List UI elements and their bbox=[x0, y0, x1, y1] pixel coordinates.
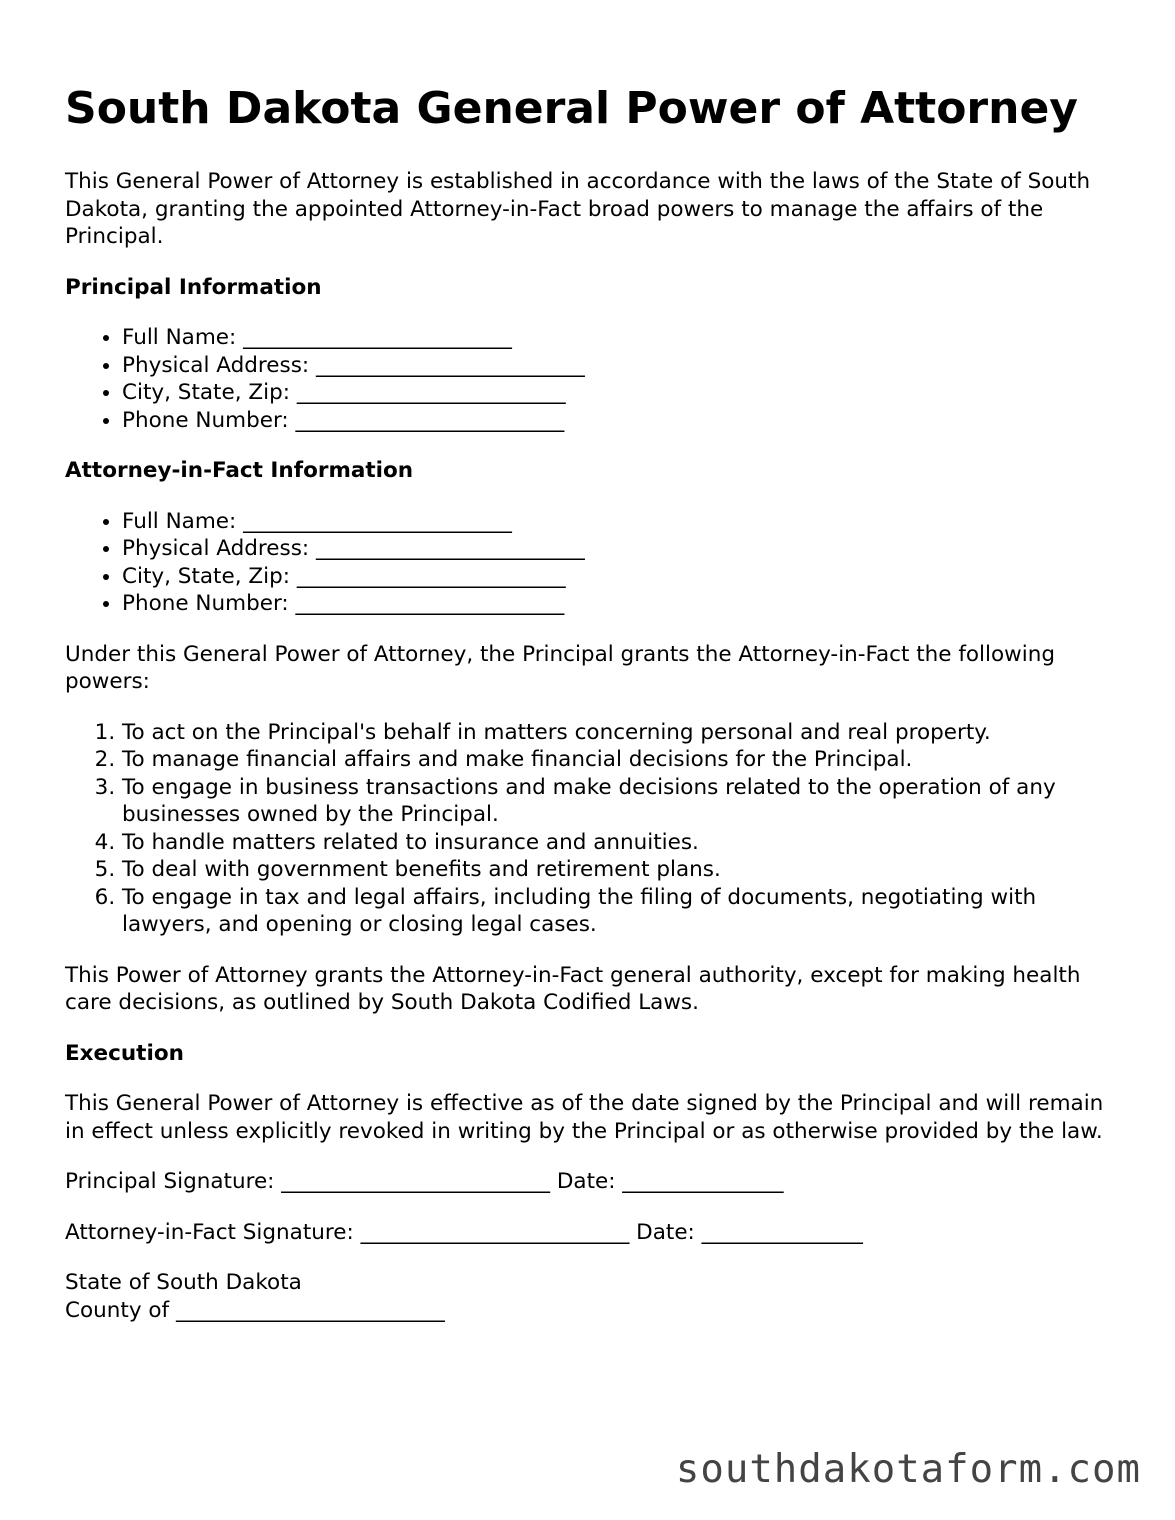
document-page bbox=[65, 82, 1125, 1324]
attorney-full-name-field: • Full Name: _________________________ bbox=[122, 508, 1125, 536]
attorney-fields-list bbox=[65, 508, 1125, 618]
attorney-heading: Attorney-in-Fact Information bbox=[65, 458, 414, 483]
principal-fields-list bbox=[65, 324, 1125, 434]
principal-heading: Principal Information bbox=[65, 274, 322, 300]
principal-city-state-zip-field: • City, State, Zip: _________________________ bbox=[122, 379, 1125, 407]
power-item: 6. To engage in tax and legal affairs, including the filing of documents, negotiating with lawyers, and opening or closing legal cases. bbox=[122, 884, 1125, 939]
notary-block bbox=[65, 1269, 1125, 1324]
principal-address-field: • Physical Address: _________________________ bbox=[122, 352, 1125, 380]
state-line: State of South Dakota bbox=[65, 1270, 302, 1295]
document-title: South Dakota General Power of Attorney bbox=[65, 83, 1078, 134]
attorney-city-state-zip-field: • City, State, Zip: _________________________ bbox=[122, 563, 1125, 591]
county-line: County of _________________________ bbox=[65, 1297, 445, 1323]
attorney-phone-field: • Phone Number: _________________________ bbox=[122, 590, 1125, 618]
powers-intro-paragraph: Under this General Power of Attorney, the Principal grants the Attorney-in-Fact the following powers: bbox=[65, 641, 1055, 694]
principal-full-name-field: • Full Name: _________________________ bbox=[122, 324, 1125, 352]
power-item: 1. To act on the Principal's behalf in matters concerning personal and real property. bbox=[122, 719, 1125, 747]
attorney-address-field: • Physical Address: _________________________ bbox=[122, 535, 1125, 563]
footer-brand-watermark: southdakotaform.com bbox=[675, 1447, 1141, 1492]
power-item: 2. To manage financial affairs and make financial decisions for the Principal. bbox=[122, 746, 1125, 774]
power-item: 4. To handle matters related to insurance and annuities. bbox=[122, 829, 1125, 857]
authority-note-paragraph: This Power of Attorney grants the Attorney-in-Fact general authority, except for making health care decisions, as outlined by South Dakota Codified Laws. bbox=[65, 962, 1081, 1015]
powers-list bbox=[65, 719, 1125, 939]
principal-phone-field: • Phone Number: _________________________ bbox=[122, 407, 1125, 435]
power-item: 3. To engage in business transactions and make decisions related to the operation of any businesses owned by the Principal. bbox=[122, 774, 1125, 829]
execution-heading: Execution bbox=[65, 1040, 184, 1066]
principal-signature-line: Principal Signature: _________________________ Date: _______________ bbox=[65, 1169, 784, 1194]
power-item: 5. To deal with government benefits and retirement plans. bbox=[122, 856, 1125, 884]
attorney-signature-line: Attorney-in-Fact Signature: _________________________ Date: _______________ bbox=[65, 1219, 863, 1245]
execution-paragraph: This General Power of Attorney is effective as of the date signed by the Principal and will remain in effect unless explicitly revoked in writing by the Principal or as otherwise provided by the law. bbox=[65, 1091, 1104, 1144]
intro-paragraph: This General Power of Attorney is established in accordance with the laws of the State of South Dakota, granting the appointed Attorney-in-Fact broad powers to manage the affairs of the Principal. bbox=[65, 169, 1091, 249]
